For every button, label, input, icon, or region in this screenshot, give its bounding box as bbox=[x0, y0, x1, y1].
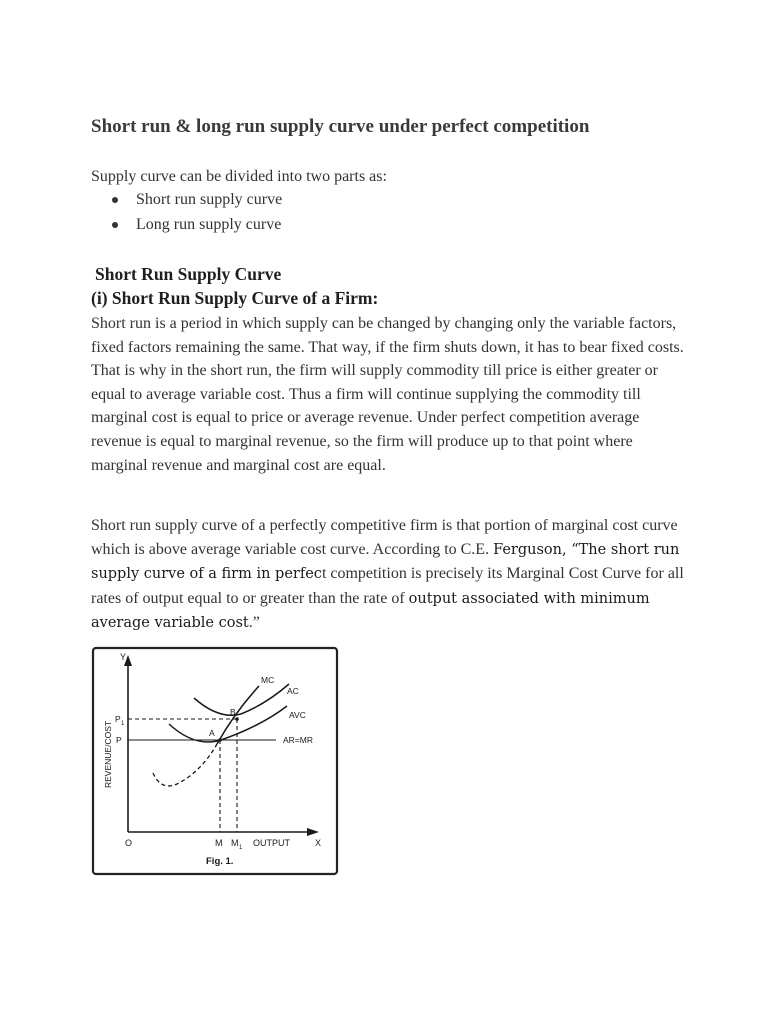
avc-label: AVC bbox=[289, 710, 306, 720]
p1-label-subscript: 1 bbox=[121, 721, 125, 727]
origin-label: O bbox=[125, 838, 133, 848]
bullet-icon bbox=[112, 222, 118, 228]
ac-label: AC bbox=[287, 686, 299, 696]
paragraph-supply-curve bbox=[91, 514, 691, 636]
p1-label: P bbox=[115, 714, 121, 724]
point-a-marker bbox=[218, 738, 222, 742]
figure-diagram bbox=[91, 646, 339, 876]
bullet-icon bbox=[112, 197, 118, 203]
point-b-marker bbox=[235, 717, 239, 721]
y-axis-letter: Y bbox=[120, 652, 127, 662]
quote-text: Ferguson, “The short run supply curve of a firm in perfec bbox=[91, 541, 680, 583]
m1-label: M bbox=[231, 838, 239, 848]
paragraph-text: .” bbox=[248, 614, 260, 632]
p-label: P bbox=[116, 735, 122, 745]
subsection-heading: (i) Short Run Supply Curve of a Firm: bbox=[91, 288, 379, 308]
figure-short-run-supply bbox=[91, 646, 339, 876]
point-a-label: A bbox=[209, 728, 215, 738]
list-item bbox=[91, 214, 282, 239]
supply-curve-parts-list bbox=[91, 189, 282, 239]
ar-mr-label: AR=MR bbox=[283, 735, 313, 745]
paragraph-text: Short run supply curve of a perfectly competitive firm is that portion of marginal cost curve which is above average variable cost curve. According to C.E. bbox=[91, 517, 678, 558]
point-b-label: B bbox=[230, 707, 236, 717]
list-item-label: Short run supply curve bbox=[136, 191, 283, 208]
list-item-label: Long run supply curve bbox=[136, 216, 282, 233]
section-heading: Short Run Supply Curve bbox=[95, 264, 282, 284]
paragraph-short-run: Short run is a period in which supply can be changed by changing only the variable factors, fixed factors remaining the same. That way, if the firm shuts down, it has to bear fixed costs. That is why in the short run, the firm will supply commodity till price is either greater or equal to average variable cost. Thus a firm will continue supplying the commodity till marginal cost is equal to price or average revenue. Under perfect competition average revenue is equal to marginal revenue, so the firm will produce up to that point where marginal revenue and marginal cost are equal. bbox=[91, 315, 684, 474]
m-label: M bbox=[215, 838, 223, 848]
paragraph-text: t competition is precisely its Marginal Cost Curve for all rates of output equal to or greater than the rate of bbox=[91, 565, 684, 607]
x-axis-label: OUTPUT bbox=[253, 838, 290, 848]
x-axis-letter: X bbox=[315, 838, 322, 848]
m1-label-subscript: 1 bbox=[239, 845, 243, 851]
intro-text: Supply curve can be divided into two parts as: bbox=[91, 168, 387, 185]
quote-text: output associated with minimum average variable cost bbox=[91, 590, 650, 632]
mc-label: MC bbox=[261, 675, 275, 685]
figure-caption: Fig. 1. bbox=[206, 856, 234, 867]
y-axis-label: REVENUE/COST bbox=[103, 720, 113, 788]
list-item bbox=[91, 189, 282, 214]
page-title: Short run & long run supply curve under perfect competition bbox=[91, 116, 590, 137]
